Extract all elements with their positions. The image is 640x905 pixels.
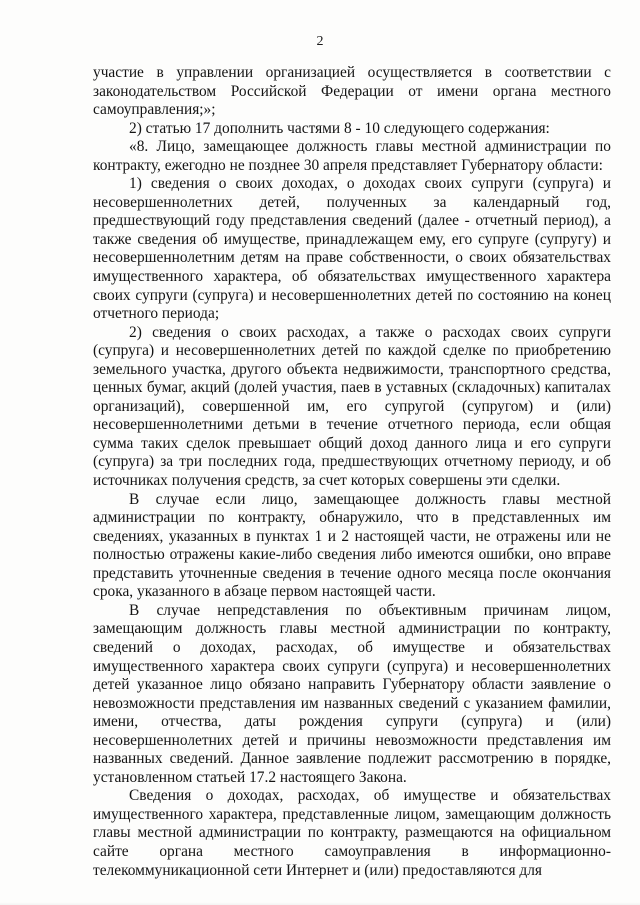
paragraph-part-8: «8. Лицо, замещающее должность главы местной администрации по контракту, ежегодно не позднее 30 апреля представляет Губернатору области: [93,138,611,174]
paragraph-corrections: В случае если лицо, замещающее должность главы местной администрации по контракту, обнаружило, что в представленных им сведениях, указанных в пунктах 1 и 2 настоящей части, не отражены или не полностью отражены какие-либо сведения либо имеются ошибки, оно вправе представить уточненные сведения в течение одного месяца после окончания срока, указанного в абзаце первом настоящей части. [93,490,611,601]
paragraph-publication: Сведения о доходах, расходах, об имуществе и обязательствах имущественного характера, представленные лицом, замещающим должность главы местной администрации по контракту, размещаются на официальном сайте органа местного самоуправления в информационно-телекоммуникационной сети Интернет и (или) предоставляются для [93,787,611,879]
paragraph-continuation: участие в управлении организацией осуществляется в соответствии с законодательством Российской Федерации от имени органа местного самоуправления;»; [93,64,611,119]
paragraph-item-1: 1) сведения о своих доходах, о доходах своих супруги (супруга) и несовершеннолетних детей, полученных за календарный год, предшествующий году представления сведений (далее - отчетный период), а также сведения об имуществе, принадлежащем ему, его супруге (супругу) и несовершеннолетним детям на праве собственности, о своих обязательствах имущественного характера, об обязательствах имущественного характера своих супруги (супруга) и несовершеннолетних детей по состоянию на конец отчетного периода; [93,175,611,323]
paragraph-item-2: 2) сведения о своих расходах, а также о расходах своих супруги (супруга) и несовершеннолетних детей по каждой сделке по приобретению земельного участка, другого объекта недвижимости, транспортного средства, ценных бумаг, акций (долей участия, паев в уставных (складочных) капиталах организаций), совершенной им, его супругой (супругом) и (или) несовершеннолетними детьми в течение отчетного периода, если общая сумма таких сделок превышает общий доход данного лица и его супруги (супруга) за три последних года, предшествующих отчетному периоду, и об источниках получения средств, за счет которых совершены эти сделки. [93,323,611,490]
paragraph-non-submission: В случае непредставления по объективным причинам лицом, замещающим должность главы местной администрации по контракту, сведений о доходах, расходах, об имуществе и обязательствах имущественного характера своих супруги (супруга) и несовершеннолетних детей указанное лицо обязано направить Губернатору области заявление о невозможности представления им названных сведений с указанием фамилии, имени, отчества, даты рождения супруги (супруга) и (или) несовершеннолетних детей и причины невозможности представления им названных сведений. Данное заявление подлежит рассмотрению в порядке, установленном статьей 17.2 настоящего Закона. [93,601,611,786]
page-number: 2 [316,34,324,49]
paragraph-amendment-intro: 2) статью 17 дополнить частями 8 - 10 следующего содержания: [129,119,550,137]
document-body [93,64,611,880]
